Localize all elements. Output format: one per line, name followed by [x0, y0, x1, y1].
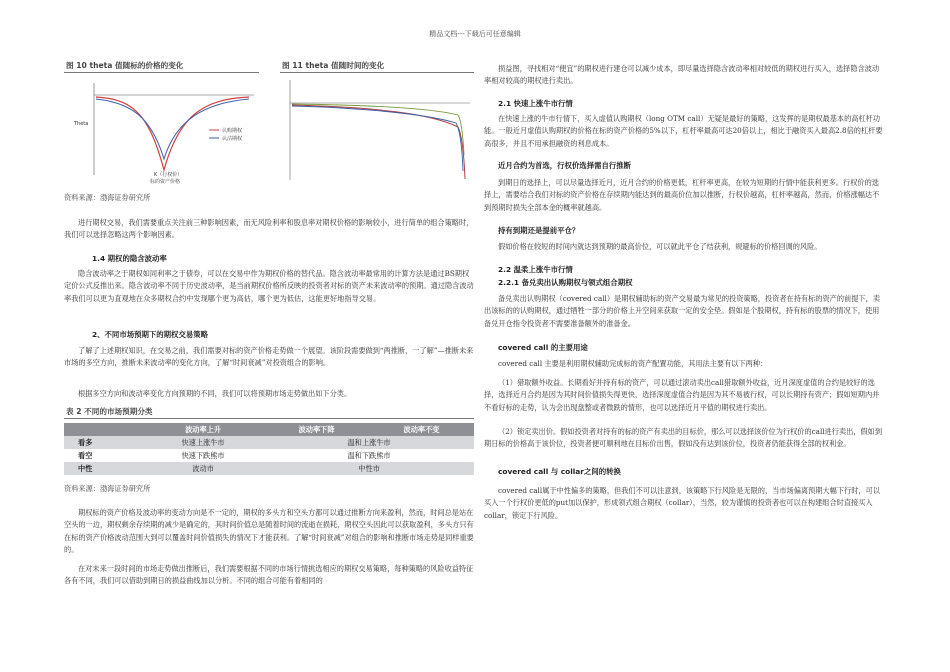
right-h4: 2.2 温柔上涨牛市行情 — [498, 265, 573, 274]
left-p1: 进行期权交易，我们需要重点关注前三种影响因素，而无风险利率和股息率对期权价格的影响较小，进行简单的组合策略时，我们可以选择忽略这两个影响因素。 — [64, 218, 474, 240]
right-h5: 2.2.1 备兑卖出认购期权与领式组合期权 — [498, 278, 633, 287]
right-h7: covered call 与 collar之间的转换 — [498, 467, 621, 476]
table-cell: 中性市 — [264, 462, 474, 475]
table-row — [64, 449, 474, 462]
table-cell: 温和上涨牛市 — [264, 436, 474, 449]
market-table — [64, 423, 474, 475]
table-cell: 中性 — [64, 462, 142, 475]
fig10-xnote: K（行权价） — [154, 172, 183, 178]
fig11-title: 图 11 theta 值随时间的变化 — [282, 61, 385, 70]
left-p6: 在对未来一段时间的市场走势做出推断后，我们需要根据不同的市场行情挑选相应的期权交易策略，每种策略的风险收益特征各有不同，我们可以借助到期日的损益曲线加以分析。不同的组合可能有着相同的 — [64, 564, 474, 586]
fig10-title: 图 10 theta 值随标的价格的变化 — [66, 61, 184, 70]
fig10-ylabel: Theta — [74, 121, 89, 127]
table-cell: 看多 — [64, 436, 142, 449]
table-cell: 温和下跌熊市 — [347, 450, 391, 460]
right-p4: 假如价格在较短的时间内就达到预期的最高价位，可以就此平仓了结获利，规避标的价格回调的风险。 — [498, 242, 822, 251]
table-header-cell: 波动率上升 — [142, 423, 264, 436]
table-title: 表 2 不同的市场预期分类 — [66, 407, 153, 416]
table-source: 资料来源：渤海证券研究所 — [64, 484, 151, 493]
table-header-cell — [64, 423, 142, 436]
left-h1: 1.4 期权的隐含波动率 — [92, 254, 167, 263]
right-p1: 损益图，寻找相对“便宜”的期权进行建仓可以减少成本，即尽量选择隐含波动率相对较低的期权进行买入，选择隐含波动率相对较高的期权进行卖出。 — [484, 64, 880, 86]
left-h2: 2、不同市场预期下的期权交易策略 — [92, 330, 209, 339]
fig-source: 资料来源：渤海证券研究所 — [64, 193, 151, 202]
right-h6: covered call 的主要用途 — [498, 343, 588, 352]
right-p9: covered call属于中性偏多的策略，但我们不可以注意到，该策略下行风险是无限的，当市场偏离预期大幅下行时，可以买入一个行权价更低的put加以保护，形成领式组合期权（collar），当然，较为谨慎的投资者也可以在构建组合时直接买入collar，锁定下行风险。 — [484, 486, 880, 520]
left-p2: 隐含波动率之于期权如同利率之于债券，可以在交易中作为期权价格的替代品。隐含波动率最常用的计算方法是通过BS期权定价公式反推出来。隐含波动率不同于历史波动率，是当前期权价格所反映的投资者对标的资产未来波动率的预期。通过隐含波动率我们可以更为直观地在众多期权合约中发现哪个更为高估，哪个更为低估，这能更好地指导交易。 — [64, 269, 474, 303]
right-h3: 持有到期还是提前平仓？ — [498, 226, 580, 235]
fig10-xlabel: 标的资产价格 — [150, 179, 181, 185]
left-p5: 期权标的资产价格及波动率的变动方向是不一定的，期权的多头方和空头方都可以通过推断方向来盈利，然而，时间总是站在空头的一边，期权剩余存续期的减少是确定的，其时间价值总是随着时间的流逝在损耗，期权空头因此可以获取盈利，多头方只有在标的资产价格波动范围大到可以覆盖时间价值损失的情况下才能获利。了解“时间衰减”对组合的影响和推断市场走势是同样重要的。 — [64, 508, 474, 554]
legend-put-label: 认沽期权 — [222, 136, 243, 142]
table-cell: 快速上涨牛市 — [142, 436, 264, 449]
right-p8: （2）锁定卖出价。假如投资者对持有的标的资产有卖出的目标价，那么可以选择该价位为行权价的call进行卖出，假如到期日标的价格高于该价位，投资者便可顺利地在目标价出售，假如没有达到该价位，投资者仍能获得全部的权利金。 — [484, 427, 883, 449]
table-cell: 快速下跌熊市 — [181, 450, 225, 460]
fig11-chart — [280, 75, 474, 185]
left-p3: 了解了上述期权知识，在交易之前，我们需要对标的资产价格走势做一个展望。该阶段需要做到“两推断，一了解”—推断未来市场的多空方向，推断未来波动率的变化方向，了解“时间衰减”对投资组合的影响。 — [64, 346, 474, 368]
right-p3: 到期日的选择上，可以尽量选择近月，近月合约的价格更低，杠杆率更高，在较为短期的行情中能获利更多。行权价的选择上，需要结合我们对标的资产价格在存续期内能达到的最高价位加以推断，行权价越高，杠杆率越高，然而，价格涨幅达不到预期时损失全部本金的概率就越高。 — [484, 178, 880, 212]
legend-call-label: 认购期权 — [222, 128, 243, 134]
table-rule — [64, 418, 474, 419]
right-p7: （1）猎取额外收益。长期看好并持有标的资产，可以通过滚动卖出call猎取额外收益，近月深度虚值的合约是较好的选择，选择近月合约是因为其时间价值损失得更快，选择深度虚值合约是因为其不易被行权，可以长期持有资产；假如短期内并不看好标的走势，认为会出现盘整或者微跌的情形，也可以选择近月平值的期权进行卖出。 — [484, 378, 880, 412]
table-row — [64, 462, 474, 475]
fig10-rule — [64, 72, 259, 73]
table-header-cell: 波动率不变 — [369, 423, 474, 436]
fig11-rule — [280, 72, 474, 73]
right-p2: 在快速上涨的牛市行情下，买入虚值认购期权（long OTM call）无疑是最好的策略，这发挥的是期权最基本的高杠杆功能。一般近月虚值认购期权的价格在标的资产价格的5%以下，杠杆率最高可达20倍以上，相比于融资买入最高2.8倍的杠杆要高很多，并且不用承担融资的利息成本。 — [484, 114, 883, 148]
right-h1: 2.1 快速上涨牛市行情 — [498, 99, 573, 108]
table-header-cell: 波动率下降 — [264, 423, 369, 436]
table-cell: 波动市 — [142, 462, 264, 475]
right-h2: 近月合约为首选，行权价选择需自行推断 — [498, 161, 632, 170]
table-cell: 看空 — [78, 450, 93, 460]
table-row — [64, 436, 474, 449]
fig10-chart — [64, 75, 264, 185]
table-header-row — [64, 423, 474, 436]
right-p6: covered call 主要是利用期权辅助完成标的资产配置功能，其用法主要有以下两种： — [498, 359, 768, 368]
right-p5: 备兑卖出认购期权（covered call）是期权辅助标的资产交易最为常见的投资策略，投资者在持有标的资产的前提下，卖出该标的的认购期权，通过牺牲一部分的价格上升空间来获取一定的安全垫。假如是个股期权，持有标的股票的情况下，使用备兑开仓指令投资者不需要准备额外的准备金。 — [484, 294, 880, 328]
left-p4: 根据多空方向和波动率变化方向预期的不同，我们可以将预期市场走势做出如下分类。 — [78, 389, 352, 398]
page-header: 精品文档---下载后可任意编辑 — [429, 30, 521, 38]
